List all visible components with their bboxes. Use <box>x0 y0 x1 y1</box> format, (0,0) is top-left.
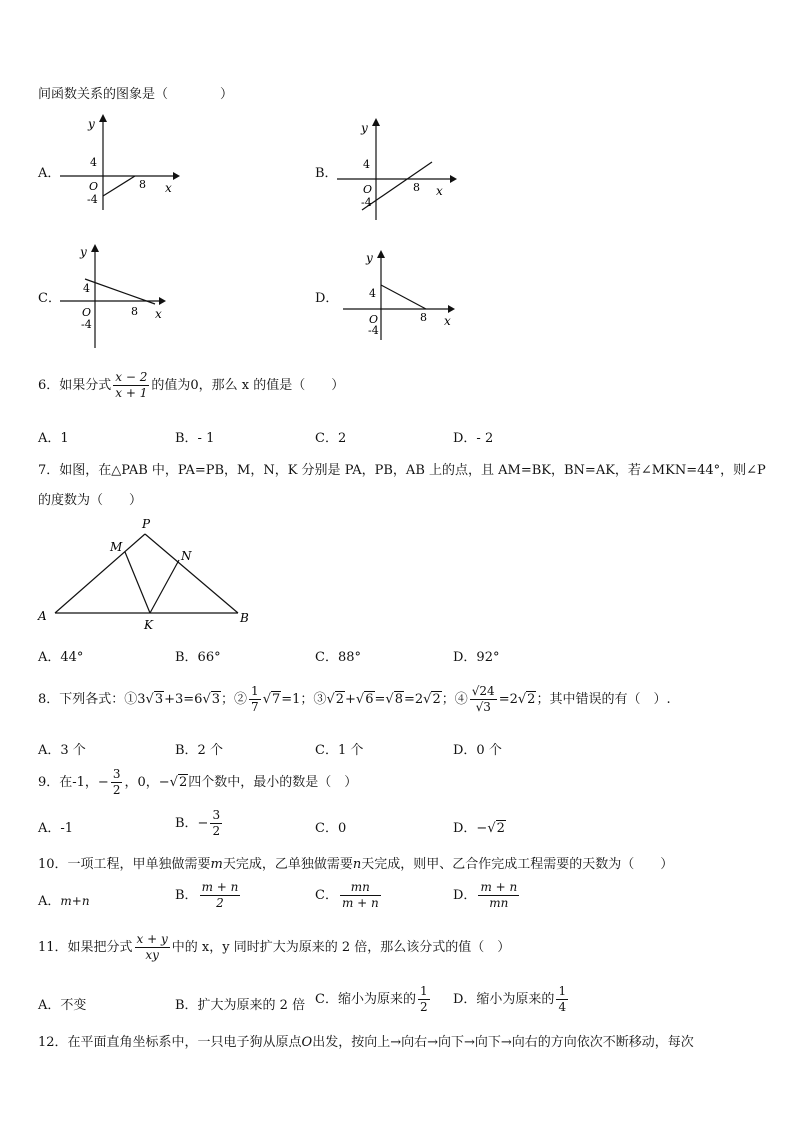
q9-fraction: $\frac{3}{2}$ <box>112 767 121 797</box>
sqrt-3: √3 <box>145 692 164 707</box>
q6-numerator: x − 2 <box>115 370 148 384</box>
tick-neg4: -4 <box>361 196 372 209</box>
question-11: 11．如果把分式 $\frac{x + y}{xy}$ 中的 x，y 同时扩大为原来的 2 倍，那么该分式的值（ ） <box>38 932 511 962</box>
y-axis-label: y <box>366 251 373 265</box>
q8-option-a: A．3 个 <box>38 743 86 758</box>
origin-label: O <box>89 180 99 193</box>
tick-4: 4 <box>369 287 376 300</box>
tick-neg4: -4 <box>368 324 379 337</box>
origin-label: O <box>369 313 379 326</box>
q8-text-1: 8．下列各式：①3 <box>38 692 146 707</box>
graph-option-c <box>55 240 175 350</box>
q9-option-b: B．− $\frac{3}{2}$ <box>175 808 221 838</box>
question-12: 12．在平面直角坐标系中，一只电子狗从原点O出发，按向上→向右→向下→向下→向右的方向依次不断移动，每次 <box>38 1035 694 1050</box>
tick-8: 8 <box>413 181 420 194</box>
q6-option-d: D．- 2 <box>453 431 494 446</box>
y-axis-label: y <box>80 245 87 259</box>
q8-option-b: B．2 个 <box>175 743 223 758</box>
q11-option-d: D．缩小为原来的 $\frac{1}{4}$ <box>453 984 567 1014</box>
q7-option-c: C．88° <box>315 650 361 665</box>
option-d-label: D． <box>315 291 339 306</box>
q11-option-b: B．扩大为原来的 2 倍 <box>175 998 306 1013</box>
q7-option-b: B．66° <box>175 650 221 665</box>
question-7-line1: 7．如图，在△PAB 中，PA=PB，M，N，K 分别是 PA，PB，AB 上的点，且 AM=BK，BN=AK，若∠MKN=44°，则∠P <box>38 463 766 478</box>
tick-4: 4 <box>363 158 370 171</box>
q10-option-d: D． $\frac{m + n}{mn}$ <box>453 880 518 910</box>
question-7-line2: 的度数为（ ） <box>38 493 143 508</box>
origin-label: O <box>82 306 92 319</box>
tick-8: 8 <box>131 305 138 318</box>
option-b-label: B． <box>315 166 338 181</box>
triangle-figure <box>30 512 260 634</box>
q6-option-c: C．2 <box>315 431 347 446</box>
x-axis-label: x <box>165 181 172 195</box>
vertex-a: A <box>38 609 47 623</box>
sqrt-6: √6 <box>355 692 374 707</box>
q8-fraction-sqrt24-sqrt3: $\frac{√24}{√3}$ <box>471 684 495 714</box>
tick-8: 8 <box>139 178 146 191</box>
q8-option-c: C．1 个 <box>315 743 364 758</box>
q6-option-a: A．1 <box>38 431 69 446</box>
q11-fraction: $\frac{x + y}{xy}$ <box>136 932 168 962</box>
sqrt-2: √2 <box>423 692 441 707</box>
graph-option-b <box>332 112 462 224</box>
q9-option-c: C．0 <box>315 821 347 836</box>
option-c-label: C． <box>38 291 61 306</box>
q6-denominator: x + 1 <box>115 386 148 400</box>
question-8: 8．下列各式：①3√3+3=6√3；② $\frac{1}{7}$ √7=1；③√2+√6=√8=2√2；④ $\frac{√24}{√3}$ =2√2；其中错误的有（ ）. <box>38 684 671 714</box>
y-axis-label: y <box>361 121 368 135</box>
q10-option-b: B． $\frac{m + n}{2}$ <box>175 880 239 910</box>
point-m: M <box>110 540 123 554</box>
q9-option-a: A．-1 <box>38 821 74 836</box>
tick-4: 4 <box>90 156 97 169</box>
point-k: K <box>144 618 153 632</box>
vertex-p: P <box>142 517 151 531</box>
q6-fraction <box>113 370 149 401</box>
q6-prefix: 6．如果分式 <box>38 378 112 393</box>
graph-option-d <box>338 246 463 341</box>
question-6 <box>38 370 344 401</box>
sqrt-2: √2 <box>326 692 345 707</box>
q7-option-a: A．44° <box>38 650 84 665</box>
tick-8: 8 <box>420 311 427 324</box>
x-axis-label: x <box>436 184 443 198</box>
question-10: 10．一项工程，甲单独做需要m天完成，乙单独做需要n天完成，则甲、乙合作完成工程需要的天数为（ ） <box>38 857 674 872</box>
q11-option-c: C．缩小为原来的 $\frac{1}{2}$ <box>315 984 428 1014</box>
option-a-label: A． <box>38 166 61 181</box>
tick-neg4: -4 <box>87 193 98 206</box>
q6-option-b: B．- 1 <box>175 431 215 446</box>
question-9: 9．在-1，− $\frac{3}{2}$ ，0，−√2四个数中，最小的数是（ ） <box>38 767 358 797</box>
question-intro: 间函数关系的图象是（ ） <box>38 87 234 102</box>
tick-neg4: -4 <box>81 318 92 331</box>
x-axis-label: x <box>444 314 451 328</box>
vertex-b: B <box>240 611 249 625</box>
point-n: N <box>181 549 192 563</box>
q6-suffix: 的值为0，那么 x 的值是（ ） <box>151 378 345 393</box>
graph-option-a <box>55 112 185 212</box>
y-axis-label: y <box>88 117 95 131</box>
q8-fraction-1-7: $\frac{1}{7}$ <box>251 684 259 714</box>
q8-option-d: D．0 个 <box>453 743 502 758</box>
q10-option-a: A．m+n <box>38 894 90 909</box>
q9-option-d: D．−√2 <box>453 821 505 836</box>
sqrt-3: √3 <box>202 692 221 707</box>
sqrt-2: √2 <box>517 692 536 707</box>
q10-option-c: C． $\frac{mn}{m + n}$ <box>315 880 379 910</box>
origin-label: O <box>363 183 373 196</box>
q11-option-a: A．不变 <box>38 998 87 1013</box>
x-axis-label: x <box>155 307 162 321</box>
tick-4: 4 <box>83 282 90 295</box>
sqrt-2: √2 <box>169 775 188 790</box>
sqrt-8: √8 <box>385 692 403 707</box>
q7-option-d: D．92° <box>453 650 500 665</box>
sqrt-7: √7 <box>262 692 281 707</box>
